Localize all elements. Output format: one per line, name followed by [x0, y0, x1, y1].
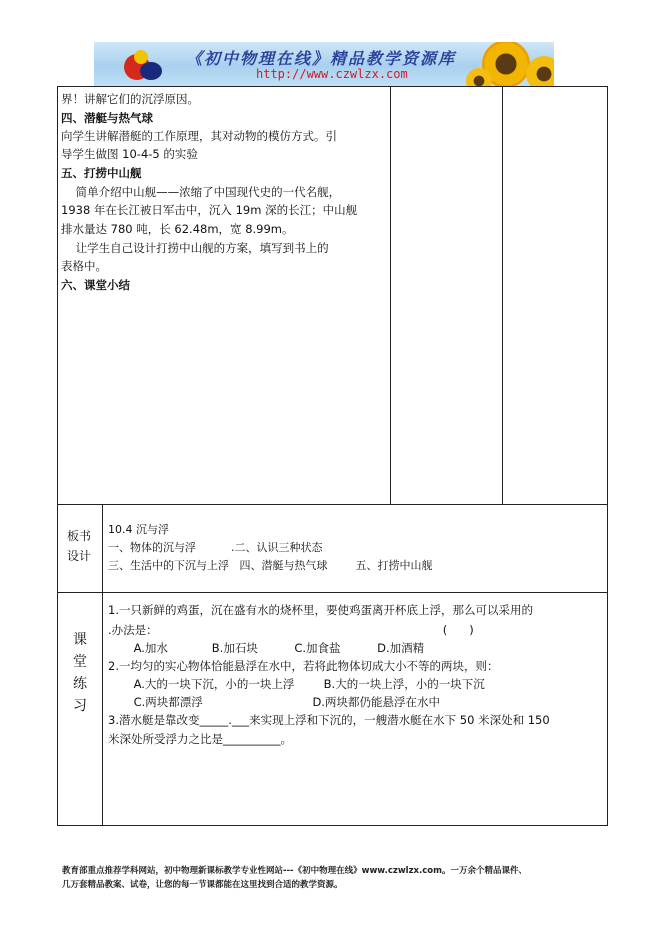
lesson-line: 表格中。 [61, 259, 107, 273]
footer-line-1: 教育部重点推荐学科网站，初中物理新课标教学专业性网站---《初中物理在线》www.czwlzx.com。一万余个精品课件、 [62, 866, 527, 876]
lesson-heading: 四、潜艇与热气球 [61, 111, 153, 125]
footer-line-2: 几万套精品教案、试卷，让您的每一节课都能在这里找到合适的教学资源。 [62, 880, 343, 890]
lesson-line: 简单介绍中山舰——浓缩了中国现代史的一代名舰， [61, 185, 341, 199]
practice-label-char: 习 [73, 698, 87, 714]
question-2: 2.一均匀的实心物体恰能悬浮在水中，若将此物体切成大小不等的两块，则： [108, 659, 499, 673]
lesson-heading: 六、课堂小结 [61, 278, 130, 292]
header-banner [94, 42, 554, 86]
lesson-line: 排水量达 780 吨，长 62.48m，宽 8.99m。 [61, 222, 294, 236]
board-line: 三、生活中的下沉与上浮 四、潜艇与热气球 五、打捞中山舰 [108, 559, 433, 572]
banner-url: http://www.czwlzx.com [256, 67, 408, 81]
question-3: 3.潜水艇是靠改变_____.___来实现上浮和下沉的，一艘潜水艇在水下 50 米深处和 150 [108, 713, 550, 727]
lesson-line: 导学生做图 10-4-5 的实验 [61, 147, 198, 161]
question-2-options: A.大的一块下沉，小的一块上浮 B.大的一块上浮，小的一块下沉 [108, 677, 485, 691]
banner-title: 《初中物理在线》精品教学资源库 [186, 49, 457, 68]
lesson-line: 向学生讲解潜艇的工作原理，其对动物的模仿方式。引 [61, 129, 337, 143]
question-1-cont: .办法是： ( ) [108, 623, 474, 637]
lesson-line: 1938 年在长江被日军击中，沉入 19m 深的长江；中山舰 [61, 203, 358, 217]
question-3-cont: 米深处所受浮力之比是__________。 [108, 732, 292, 746]
board-line: 一、物体的沉与浮 .二、认识三种状态 [108, 541, 323, 554]
board-label-2: 设计 [67, 549, 92, 563]
lesson-line: 让学生自己设计打捞中山舰的方案，填写到书上的 [61, 241, 329, 255]
practice-label-char: 课 [73, 632, 87, 648]
question-1: 1.一只新鲜的鸡蛋，沉在盛有水的烧杯里，要使鸡蛋离开杯底上浮，那么可以采用的 [108, 603, 533, 617]
practice-label-char: 练 [73, 676, 87, 692]
question-2-options: C.两块都漂浮 D.两块都仍能悬浮在水中 [108, 695, 440, 709]
lesson-line: 界！讲解它们的沉浮原因。 [61, 92, 199, 106]
board-label-1: 板书 [67, 529, 92, 543]
lesson-heading: 五、打捞中山舰 [61, 166, 142, 180]
practice-label-char: 堂 [73, 654, 87, 670]
question-1-options: A.加水 B.加石块 C.加食盐 D.加酒精 [108, 641, 425, 655]
board-line: 10.4 沉与浮 [108, 523, 169, 536]
